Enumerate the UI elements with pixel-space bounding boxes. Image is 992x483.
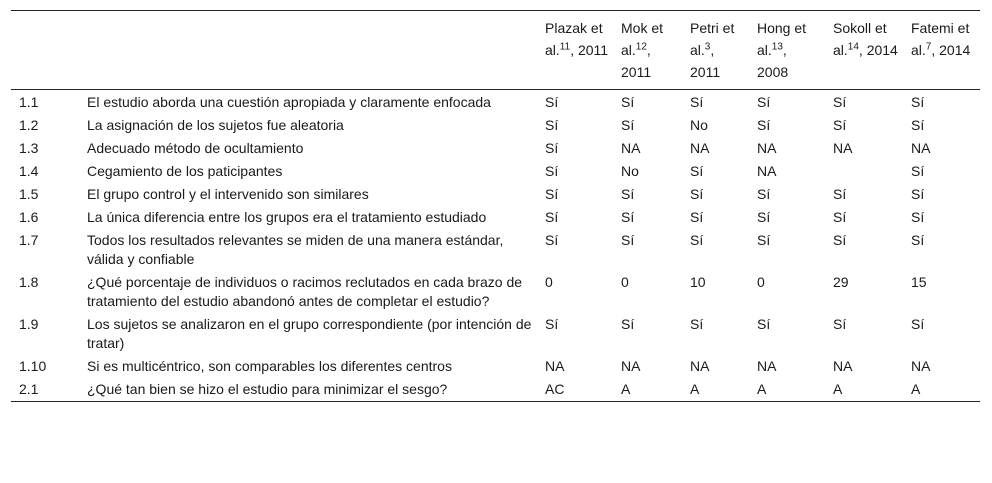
table-row — [11, 90, 980, 115]
cell-value: Sí — [911, 232, 925, 248]
cell-value: Sí — [690, 232, 704, 248]
cell-value: NA — [757, 358, 777, 374]
row-question: Cegamiento de los paticipantes — [87, 163, 283, 179]
header-study-mok: Mok et al.$^{12}$, 2011 — [621, 20, 664, 80]
row-question: Todos los resultados relevantes se miden de una manera estándar, válida y confiable — [87, 232, 504, 267]
row-id: 1.8 — [19, 274, 39, 290]
cell-value: Sí — [545, 163, 559, 179]
row-id: 1.5 — [19, 186, 39, 202]
cell-value: Sí — [833, 232, 847, 248]
table-row — [11, 114, 980, 137]
cell-value: Sí — [911, 186, 925, 202]
cell-value: Sí — [621, 186, 635, 202]
cell-value: NA — [757, 163, 777, 179]
table-row — [11, 313, 980, 355]
cell-value: Sí — [545, 186, 559, 202]
cell-value: Sí — [833, 316, 847, 332]
cell-value: Sí — [545, 140, 559, 156]
cell-value: A — [911, 381, 921, 397]
cell-value: Sí — [911, 209, 925, 225]
cell-value: Sí — [621, 232, 635, 248]
cell-value: Sí — [545, 209, 559, 225]
cell-value: Sí — [833, 117, 847, 133]
cell-value: Sí — [690, 94, 704, 110]
cell-value: Sí — [621, 94, 635, 110]
cell-value: Sí — [757, 186, 771, 202]
header-study-hong: Hong et al.$^{13}$, 2008 — [757, 20, 807, 80]
row-question: El grupo control y el intervenido son similares — [87, 186, 369, 202]
cell-value: AC — [545, 381, 565, 397]
row-id: 1.6 — [19, 209, 39, 225]
row-id: 1.10 — [19, 358, 47, 374]
cell-value: NA — [757, 140, 777, 156]
row-question: La única diferencia entre los grupos era el tratamiento estudiado — [87, 209, 487, 225]
cell-value: NA — [911, 140, 931, 156]
table-row — [11, 183, 980, 206]
quality-assessment-table-container — [11, 10, 980, 402]
cell-value: NA — [833, 140, 853, 156]
cell-value: No — [621, 163, 639, 179]
header-study-fatemi: Fatemi et al.$^7$, 2014 — [911, 20, 971, 58]
cell-value: 0 — [621, 274, 629, 290]
cell-value: Sí — [833, 209, 847, 225]
row-id: 1.3 — [19, 140, 39, 156]
cell-value: NA — [690, 358, 710, 374]
header-study-petri: Petri et al.$^3$, 2011 — [690, 20, 735, 80]
cell-value: Sí — [911, 163, 925, 179]
cell-value: No — [690, 117, 708, 133]
cell-value: Sí — [757, 117, 771, 133]
header-study-plazak: Plazak et al.$^{11}$, 2011 — [545, 20, 609, 58]
header-study-sokoll: Sokoll et al.$^{14}$, 2014 — [833, 20, 898, 58]
cell-value: Sí — [757, 232, 771, 248]
cell-value: Sí — [545, 232, 559, 248]
cell-value: A — [690, 381, 700, 397]
row-question: Los sujetos se analizaron en el grupo correspondiente (por intención de tratar) — [87, 316, 532, 351]
row-question: El estudio aborda una cuestión apropiada y claramente enfocada — [87, 94, 491, 110]
cell-value: A — [621, 381, 631, 397]
row-id: 1.7 — [19, 232, 39, 248]
cell-value: A — [833, 381, 843, 397]
cell-value: Sí — [911, 117, 925, 133]
row-id: 1.1 — [19, 94, 39, 110]
row-question: Adecuado método de ocultamiento — [87, 140, 304, 156]
cell-value: Sí — [911, 316, 925, 332]
cell-value: NA — [621, 358, 641, 374]
cell-value: Sí — [690, 316, 704, 332]
cell-value: Sí — [757, 94, 771, 110]
table-row — [11, 355, 980, 378]
cell-value: NA — [621, 140, 641, 156]
cell-value: NA — [833, 358, 853, 374]
cell-value: NA — [911, 358, 931, 374]
row-id: 1.9 — [19, 316, 39, 332]
row-question: La asignación de los sujetos fue aleatoria — [87, 117, 344, 133]
cell-value: 0 — [757, 274, 765, 290]
cell-value: Sí — [621, 117, 635, 133]
table-row — [11, 229, 980, 271]
cell-value: 15 — [911, 274, 927, 290]
cell-value: Sí — [545, 316, 559, 332]
cell-value — [825, 160, 903, 183]
cell-value: Sí — [757, 209, 771, 225]
cell-value: Sí — [621, 209, 635, 225]
cell-value: Sí — [690, 163, 704, 179]
table-row — [11, 206, 980, 229]
cell-value: Sí — [545, 94, 559, 110]
row-id: 2.1 — [19, 381, 39, 397]
cell-value: Sí — [690, 209, 704, 225]
cell-value: Sí — [911, 94, 925, 110]
cell-value: 29 — [833, 274, 849, 290]
cell-value: 0 — [545, 274, 553, 290]
header-empty-id — [11, 11, 79, 90]
table-header-row — [11, 11, 980, 90]
table-row — [11, 137, 980, 160]
header-empty-question — [79, 11, 537, 90]
cell-value: Sí — [833, 186, 847, 202]
table-row — [11, 271, 980, 313]
table-row — [11, 160, 980, 183]
cell-value: Sí — [545, 117, 559, 133]
cell-value: NA — [545, 358, 565, 374]
cell-value: Sí — [690, 186, 704, 202]
row-question: Si es multicéntrico, son comparables los diferentes centros — [87, 358, 452, 374]
cell-value: NA — [690, 140, 710, 156]
cell-value: 10 — [690, 274, 706, 290]
cell-value: A — [757, 381, 767, 397]
row-question: ¿Qué porcentaje de individuos o racimos reclutados en cada brazo de tratamiento del estudio abandonó antes de completar el estudio? — [87, 274, 523, 309]
row-id: 1.2 — [19, 117, 39, 133]
table-row — [11, 378, 980, 402]
row-id: 1.4 — [19, 163, 39, 179]
row-question: ¿Qué tan bien se hizo el estudio para minimizar el sesgo? — [87, 381, 448, 397]
quality-assessment-table — [11, 10, 980, 402]
cell-value: Sí — [757, 316, 771, 332]
cell-value: Sí — [833, 94, 847, 110]
cell-value: Sí — [621, 316, 635, 332]
